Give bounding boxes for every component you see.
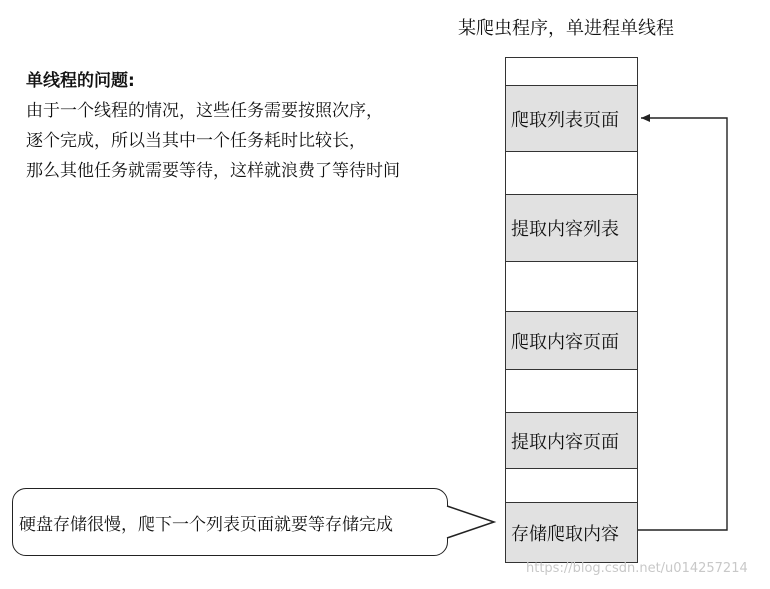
loop-back-arrow: [638, 118, 727, 530]
watermark: https://blog.csdn.net/u014257214: [526, 561, 748, 576]
step-extract-content-list: 提取内容列表: [505, 194, 638, 262]
problem-heading: 单线程的问题:: [26, 71, 135, 91]
step-store-content: 存储爬取内容: [505, 502, 638, 563]
step-crawl-content-page: 爬取内容页面: [505, 311, 638, 370]
problem-line-3: 那么其他任务就需要等待，这样就浪费了等待时间: [26, 161, 400, 181]
callout-pointer: [447, 506, 494, 538]
problem-line-2: 逐个完成，所以当其中一个任务耗时比较长，: [26, 131, 366, 151]
step-crawl-list-page: 爬取列表页面: [505, 85, 638, 152]
step-extract-content-page: 提取内容页面: [505, 412, 638, 469]
diagram-title: 某爬虫程序，单进程单线程: [458, 18, 674, 39]
callout-text: 硬盘存储很慢，爬下一个列表页面就要等存储完成: [19, 514, 393, 535]
problem-line-1: 由于一个线程的情况，这些任务需要按照次序，: [26, 101, 383, 121]
